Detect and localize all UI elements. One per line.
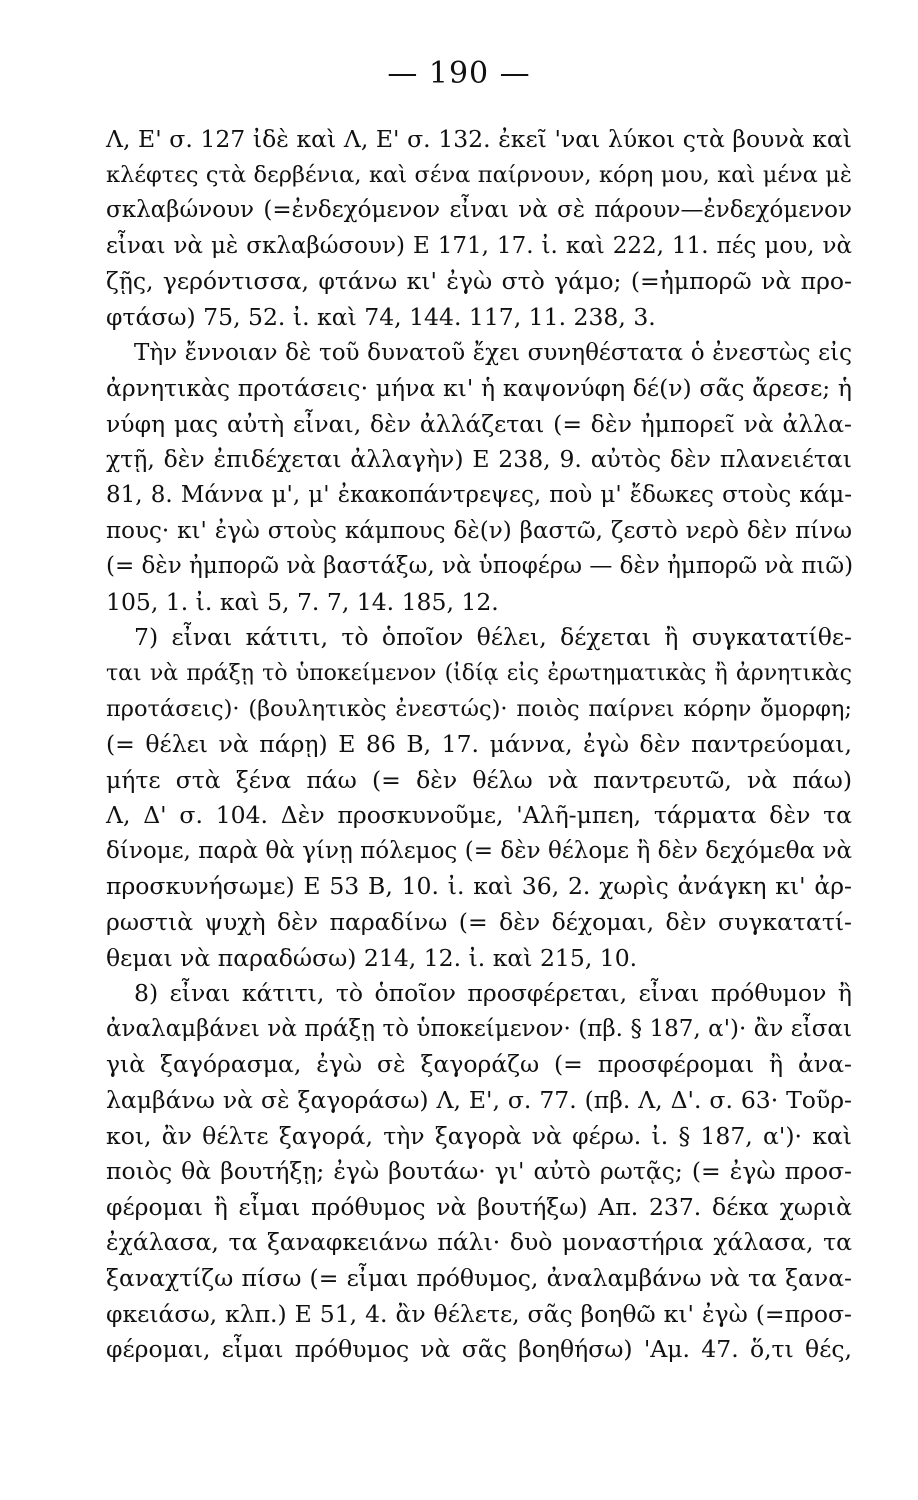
text-line: 105, 1. ἰ. καὶ 5, 7. 7, 14. 185, 12. xyxy=(106,587,499,616)
text-line: νύφη μας αὐτὴ εἶναι, δὲν ἀλλάζεται (= δὲν ἠμπορεῖ νὰ ἀλλα- xyxy=(106,409,852,438)
text-line: φκειάσω, κλπ.) Ε 51, 4. ἂν θέλετε, σᾶς βοηθῶ κι' ἐγὼ (=προσ- xyxy=(106,1299,852,1328)
text-line: φτάσω) 75, 52. ἰ. καὶ 74, 144. 117, 11. 238, 3. xyxy=(106,302,656,331)
text-line: χτῇ, δὲν ἐπιδέχεται ἀλλαγὴν) Ε 238, 9. αὐτὸς δὲν πλανειέται xyxy=(106,445,852,474)
text-line: δίνομε, παρὰ θὰ γίνῃ πόλεμος (= δὲν θέλομε ἢ δὲν δεχόμεθα νὰ xyxy=(106,837,852,864)
text-line: ται νὰ πράξῃ τὸ ὑποκείμενον (ἰδίᾳ εἰς ἐρωτηματικὰς ἢ ἀρνητικὰς xyxy=(106,660,852,686)
text-line: ζῇς, γερόντισσα, φτάνω κι' ἐγὼ στὸ γάμο; (=ἠμπορῶ νὰ προ- xyxy=(106,267,852,296)
text-line: φέρομαι, εἶμαι πρόθυμος νὰ σᾶς βοηθήσω) 'Αμ. 47. ὅ,τι θές, xyxy=(106,1335,852,1364)
text-line: (= θέλει νὰ πάρῃ) Ε 86 Β, 17. μάννα, ἐγὼ δὲν παντρεύομαι, xyxy=(106,730,852,759)
text-line: ρωστιὰ ψυχὴ δὲν παραδίνω (= δὲν δέχομαι, δὲν συγκατατί- xyxy=(106,908,852,937)
text-line: ἀναλαμβάνει νὰ πράξῃ τὸ ὑποκείμενον· (πβ. § 187, α')· ἂν εἶσαι xyxy=(106,1015,852,1042)
text-line: εἶναι νὰ μὲ σκλαβώσουν) Ε 171, 17. ἰ. καὶ 222, 11. πές μου, νὰ xyxy=(106,232,852,259)
text-line: θεμαι νὰ παραδώσω) 214, 12. ἰ. καὶ 215, 10. xyxy=(106,943,638,972)
text-line: (= δὲν ἠμπορῶ νὰ βαστάξω, νὰ ὑποφέρω — δὲν ἠμπορῶ νὰ πιῶ) xyxy=(106,553,854,580)
text-line: λαμβάνω νὰ σὲ ξαγοράσω) Λ, Ε', σ. 77. (πβ. Λ, Δ'. σ. 63· Τοῦρ- xyxy=(106,1086,852,1115)
body-text xyxy=(106,122,852,1368)
text-line: Λ, Ε' σ. 127 ἰδὲ καὶ Λ, Ε' σ. 132. ἐκεῖ 'ναι λύκοι ςτὰ βουνὰ καὶ xyxy=(106,125,852,153)
text-line: Τὴν ἔννοιαν δὲ τοῦ δυνατοῦ ἔχει συνηθέστατα ὁ ἐνεστὼς εἰς xyxy=(134,339,852,366)
text-line: ξαναχτίζω πίσω (= εἶμαι πρόθυμος, ἀναλαμβάνω νὰ τα ξανα- xyxy=(106,1264,852,1292)
text-line: 8) εἶναι κάτιτι, τὸ ὁποῖον προσφέρεται, εἶναι πρόθυμον ἢ xyxy=(134,979,852,1008)
text-line: κοι, ἂν θέλτε ξαγορά, τὴν ξαγορὰ νὰ φέρω. ἰ. § 187, α')· καὶ xyxy=(106,1121,852,1150)
text-line: μήτε στὰ ξένα πάω (= δὲν θέλω νὰ παντρευτῶ, νὰ πάω) xyxy=(106,765,852,794)
text-line: φέρομαι ἢ εἶμαι πρόθυμος νὰ βουτήξω) Απ. 237. δέκα χωριὰ xyxy=(106,1192,852,1221)
page-number: — 190 — xyxy=(387,56,531,91)
text-line: ἐχάλασα, τα ξαναφκειάνω πάλι· δυὸ μοναστήρια χάλασα, τα xyxy=(106,1228,852,1257)
text-line: κλέφτες ςτὰ δερβένια, καὶ σένα παίρνουν, κόρη μου, καὶ μένα μὲ xyxy=(106,161,852,188)
text-line: σκλαβώνουν (=ἐνδεχόμενον εἶναι νὰ σὲ πάρουν—ἐνδεχόμενον xyxy=(106,197,852,224)
text-line: 81, 8. Μάννα μ', μ' ἐκακοπάντρεψες, ποὺ μ' ἔδωκες στοὺς κάμ- xyxy=(106,481,852,508)
text-line: προσκυνήσωμε) Ε 53 Β, 10. ἰ. καὶ 36, 2. χωρὶς ἀνάγκη κι' ἀρ- xyxy=(106,872,852,901)
text-line: πους· κι' ἐγὼ στοὺς κάμπους δὲ(ν) βαστῶ, ζεστὸ νερὸ δὲν πίνω xyxy=(106,517,852,544)
text-line: Λ, Δ' σ. 104. Δὲν προσκυνοῦμε, 'Αλῆ-μπεη, τάρματα δὲν τα xyxy=(106,801,852,830)
text-line: γιὰ ξαγόρασμα, ἐγὼ σὲ ξαγοράζω (= προσφέρομαι ἢ ἀνα- xyxy=(106,1050,852,1079)
text-line: 7) εἶναι κάτιτι, τὸ ὁποῖον θέλει, δέχεται ἢ συγκατατίθε- xyxy=(134,623,852,652)
text-line: ποιὸς θὰ βουτήξῃ; ἐγὼ βουτάω· γι' αὐτὸ ρωτᾷς; (= ἐγὼ προσ- xyxy=(106,1157,852,1186)
text-line: προτάσεις)· (βουλητικὸς ἐνεστώς)· ποιὸς παίρνει κόρην ὄμορφη; xyxy=(106,695,852,722)
text-line: ἀρνητικὰς προτάσεις· μήνα κι' ἡ καψονύφη δέ(ν) σᾶς ἄρεσε; ἡ xyxy=(106,374,852,403)
